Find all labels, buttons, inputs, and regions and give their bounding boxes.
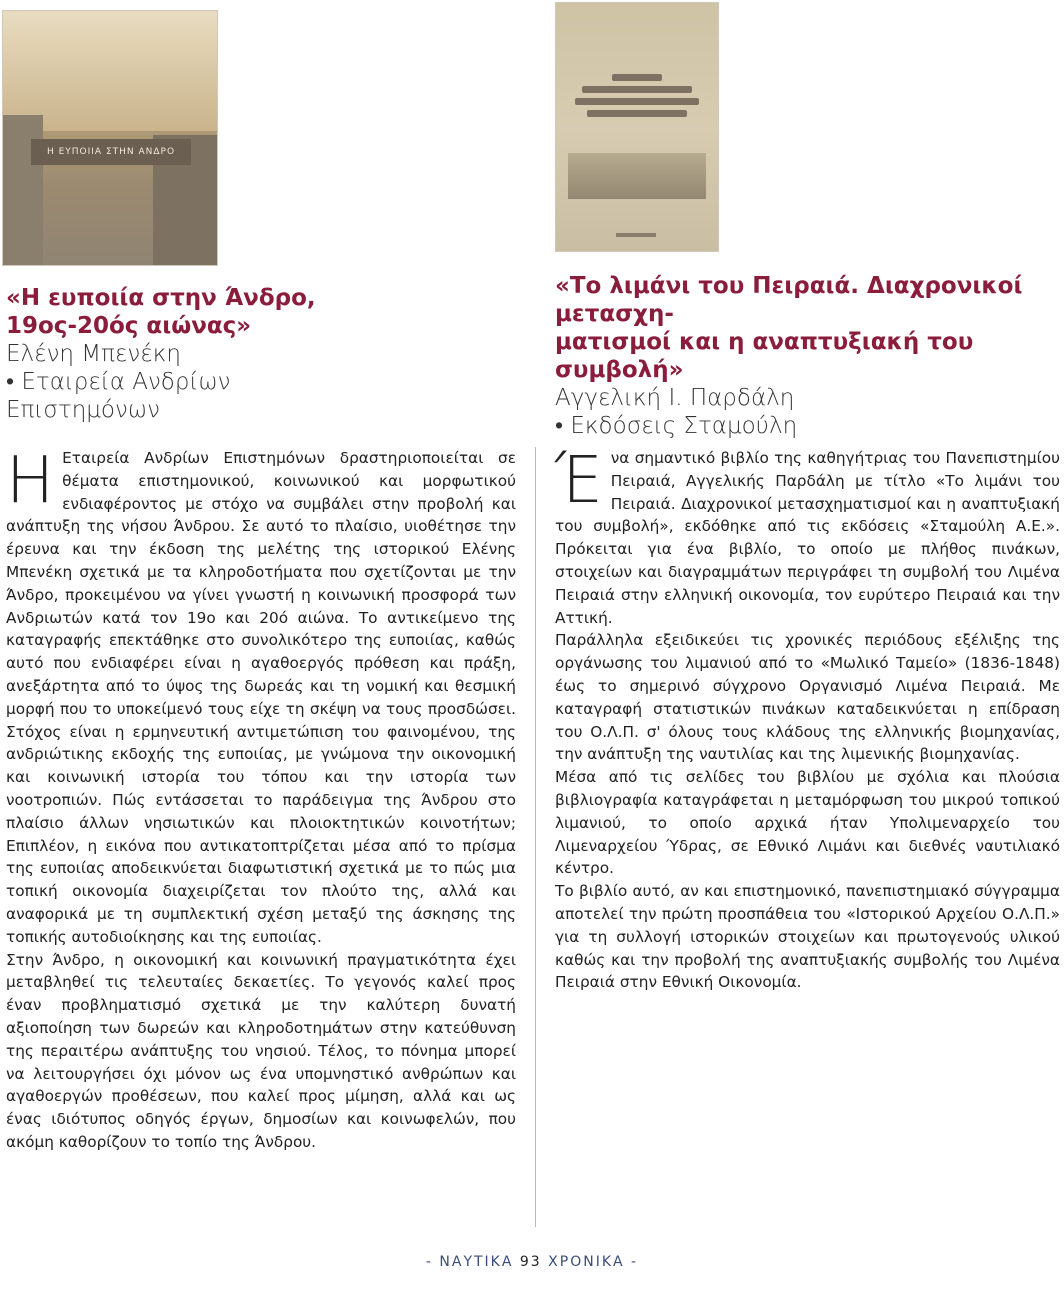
cover-title-line [575, 98, 699, 105]
cover-title-line [587, 110, 687, 117]
cover-sky [3, 11, 217, 131]
page-number: 93 [519, 1254, 542, 1270]
book2-paragraph: Παράλληλα εξειδικεύει τις χρονικές περιόδους εξέλιξης της οργάνωσης του λιμανιού από το «Μωλικό Ταμείο» (1836-1848) έως το σημερινό σύγχρονο Οργανισμό Λιμένα Πειραιά. Με καταγραφή στατιστικών πινάκων καταδεικνύεται η επίδραση του Ο.Λ.Π. σ' όλους τους κλάδους της ελληνικής βιομηχανίας, την ανάπτυξη της ναυτιλίας και της λιμενικής βιομηχανίας. [555, 631, 1060, 764]
cover-publisher-mark [616, 233, 656, 237]
cover-harbor-image [568, 153, 706, 199]
cover-title-line [612, 74, 662, 81]
cover-building [3, 115, 43, 265]
book2-paragraph: Το βιβλίο αυτό, αν και επιστημονικό, πανεπιστημιακό σύγγραμμα αποτελεί την πρώτη προσπάθεια του «Ιστορικού Αρχείου Ο.Λ.Π.» για τη συλλογή ιστορικών στοιχείων και πρωτογενούς υλικού καθώς και την προβολή της αναπτυξιακής συμβολής του Λιμένα Πειραιά στην Εθνική Οικονομία. [555, 882, 1060, 992]
cover-title-plate [31, 139, 191, 165]
footer-left: - ΝΑΥΤΙΚΑ [425, 1254, 514, 1270]
book1-publisher: • Εταιρεία Ανδρίων Επιστημόνων [6, 369, 231, 423]
book2-dropcap: Έ [555, 444, 603, 518]
book-cover-andros [2, 10, 218, 266]
book2-review-text [555, 444, 1060, 994]
book1-author: Ελένη Μπενέκη [6, 341, 181, 367]
footer-right: ΧΡΟΝΙΚΑ - [548, 1254, 639, 1270]
cover-title: Η ΕΥΠΟΙΙΑ ΣΤΗΝ ΑΝΔΡΟ [46, 147, 176, 157]
book2-title-line2: ματισμοί και η αναπτυξιακή του συμβολή» [555, 329, 974, 383]
book2-heading [555, 272, 1060, 440]
book1-title-line1: «Η ευποιία στην Άνδρο, [6, 285, 316, 311]
book1-paragraph: Εταιρεία Ανδρίων Επιστημόνων δραστηριοποιείται σε θέματα επιστημονικού, κοινωνικού και μορφωτικού ενδιαφέροντος με στόχο να συμβάλει στην προβολή και ανάπτυξη της νήσου Άνδρου. Σε αυτό το πλαίσιο, υιοθέτησε την έρευνα και την έκδοση της μελέτης της ιστορικού Ελένης Μπενέκη σχετικά με τα κληροδοτήματα που σχετίζονται με την Άνδρο, προκειμένου να γίνει γνωστή η κοινωνική προσφορά των Ανδριωτών κατά τον 19ο και 20ό αιώνα. Το αντικείμενο της καταγραφής επεκτάθηκε στο συνολικότερο της ευποιίας, καθώς αυτό που ενδιαφέρει είναι η αγαθοεργός πρόθεση και πράξη, ανεξάρτητα από το ύψος της δωρεάς και τη νομική και θεσμική μορφή που το υποκείμενό τους είχε τη σκέψη να τους προσδώσει. Στόχος είναι η ερμηνευτική αντιμετώπιση του φαινομένου, της ανδριώτικης εκδοχής της ευποιίας, με γνώμονα την οικονομική και κοινωνική ιστορία του τόπου και την ιστορία των νοοτροπιών. Πώς εντάσσεται το παράδειγμα της Άνδρου στο πλαίσιο άλλων νησιωτικών και πλοιοκτητικών κοινοτήτων; Επιπλέον, η εικόνα που αντικατοπτρίζεται μέσα από το πρίσμα της ευποιίας αποδεικνύεται διαφωτιστική σχετικά με το πώς μια τοπική οικονομία διαχειρίζεται τον πλούτο της, αλλά και αναφορικά με τη συμπλεκτική σχέση μεταξύ της άσκησης της τοπικής αυτοδιοίκησης και της ευποιίας. [6, 449, 516, 946]
cover-title-block [574, 69, 700, 129]
book1-review-text [6, 444, 516, 1154]
book1-heading [6, 284, 386, 424]
book1-dropcap: Η [6, 444, 55, 518]
book-cover-piraeus [555, 2, 719, 252]
book1-title-line2: 19ος-20ός αιώνας» [6, 313, 252, 339]
column-divider [535, 447, 536, 1227]
book2-paragraph: Μέσα από τις σελίδες του βιβλίου με σχόλια και πλούσια βιβλιογραφία καταγράφεται η μεταμόρφωση του μικρού τοπικού λιμανιού, το οποίο αρχικά ήταν Υπολιμεναρχείο του Λιμεναρχείου Ύδρας, σε Εθνικό Λιμάνι και διεθνές ναυτιλιακό κέντρο. [555, 768, 1060, 878]
book2-author: Αγγελική Ι. Παρδάλη [555, 385, 795, 411]
book1-paragraph: Στην Άνδρο, η οικονομική και κοινωνική πραγματικότητα έχει μεταβληθεί τις τελευταίες δεκαετίες. Το γεγονός καλεί προς έναν προβληματισμό σχετικά με την καλύτερη δυνατή αξιοποίηση των δωρεών και κληροδοτημάτων στην κατεύθυνση της περαιτέρω ανάπτυξης του νησιού. Τέλος, το πόνημα μπορεί να λειτουργήσει όχι μόνον ως ένα υπομνηστικό ανθρώπων και αγαθοεργών προθέσεων, που καλεί προς μίμηση, αλλά και ως ένας ιδιότυπος οδηγός έργων, δημοσίων και κοινωφελών, που ακόμη καθορίζουν το τοπίο της Άνδρου. [6, 950, 516, 1151]
book2-publisher: • Εκδόσεις Σταμούλη [555, 413, 798, 439]
page-footer [0, 1254, 1064, 1270]
cover-title-line [582, 86, 692, 93]
book2-paragraph: να σημαντικό βιβλίο της καθηγήτριας του Πανεπιστημίου Πειραιά, Αγγελικής Παρδάλη με τίτλο «Το λιμάνι του Πειραιά. Διαχρονικοί μετασχηματισμοί και η αναπτυξιακή του συμβολή», εκδόθηκε από τις εκδόσεις «Σταμούλη Α.Ε.». Πρόκειται για ένα βιβλίο, το οποίο με πλήθος πινάκων, στοιχείων και διαγραμμάτων περιγράφει τη συμβολή του Λιμένα Πειραιά στην ελληνική οικονομία, τον ευρύτερο Πειραιά και την Αττική. [555, 449, 1060, 627]
book2-title-line1: «Το λιμάνι του Πειραιά. Διαχρονικοί μετασχη- [555, 273, 1023, 327]
